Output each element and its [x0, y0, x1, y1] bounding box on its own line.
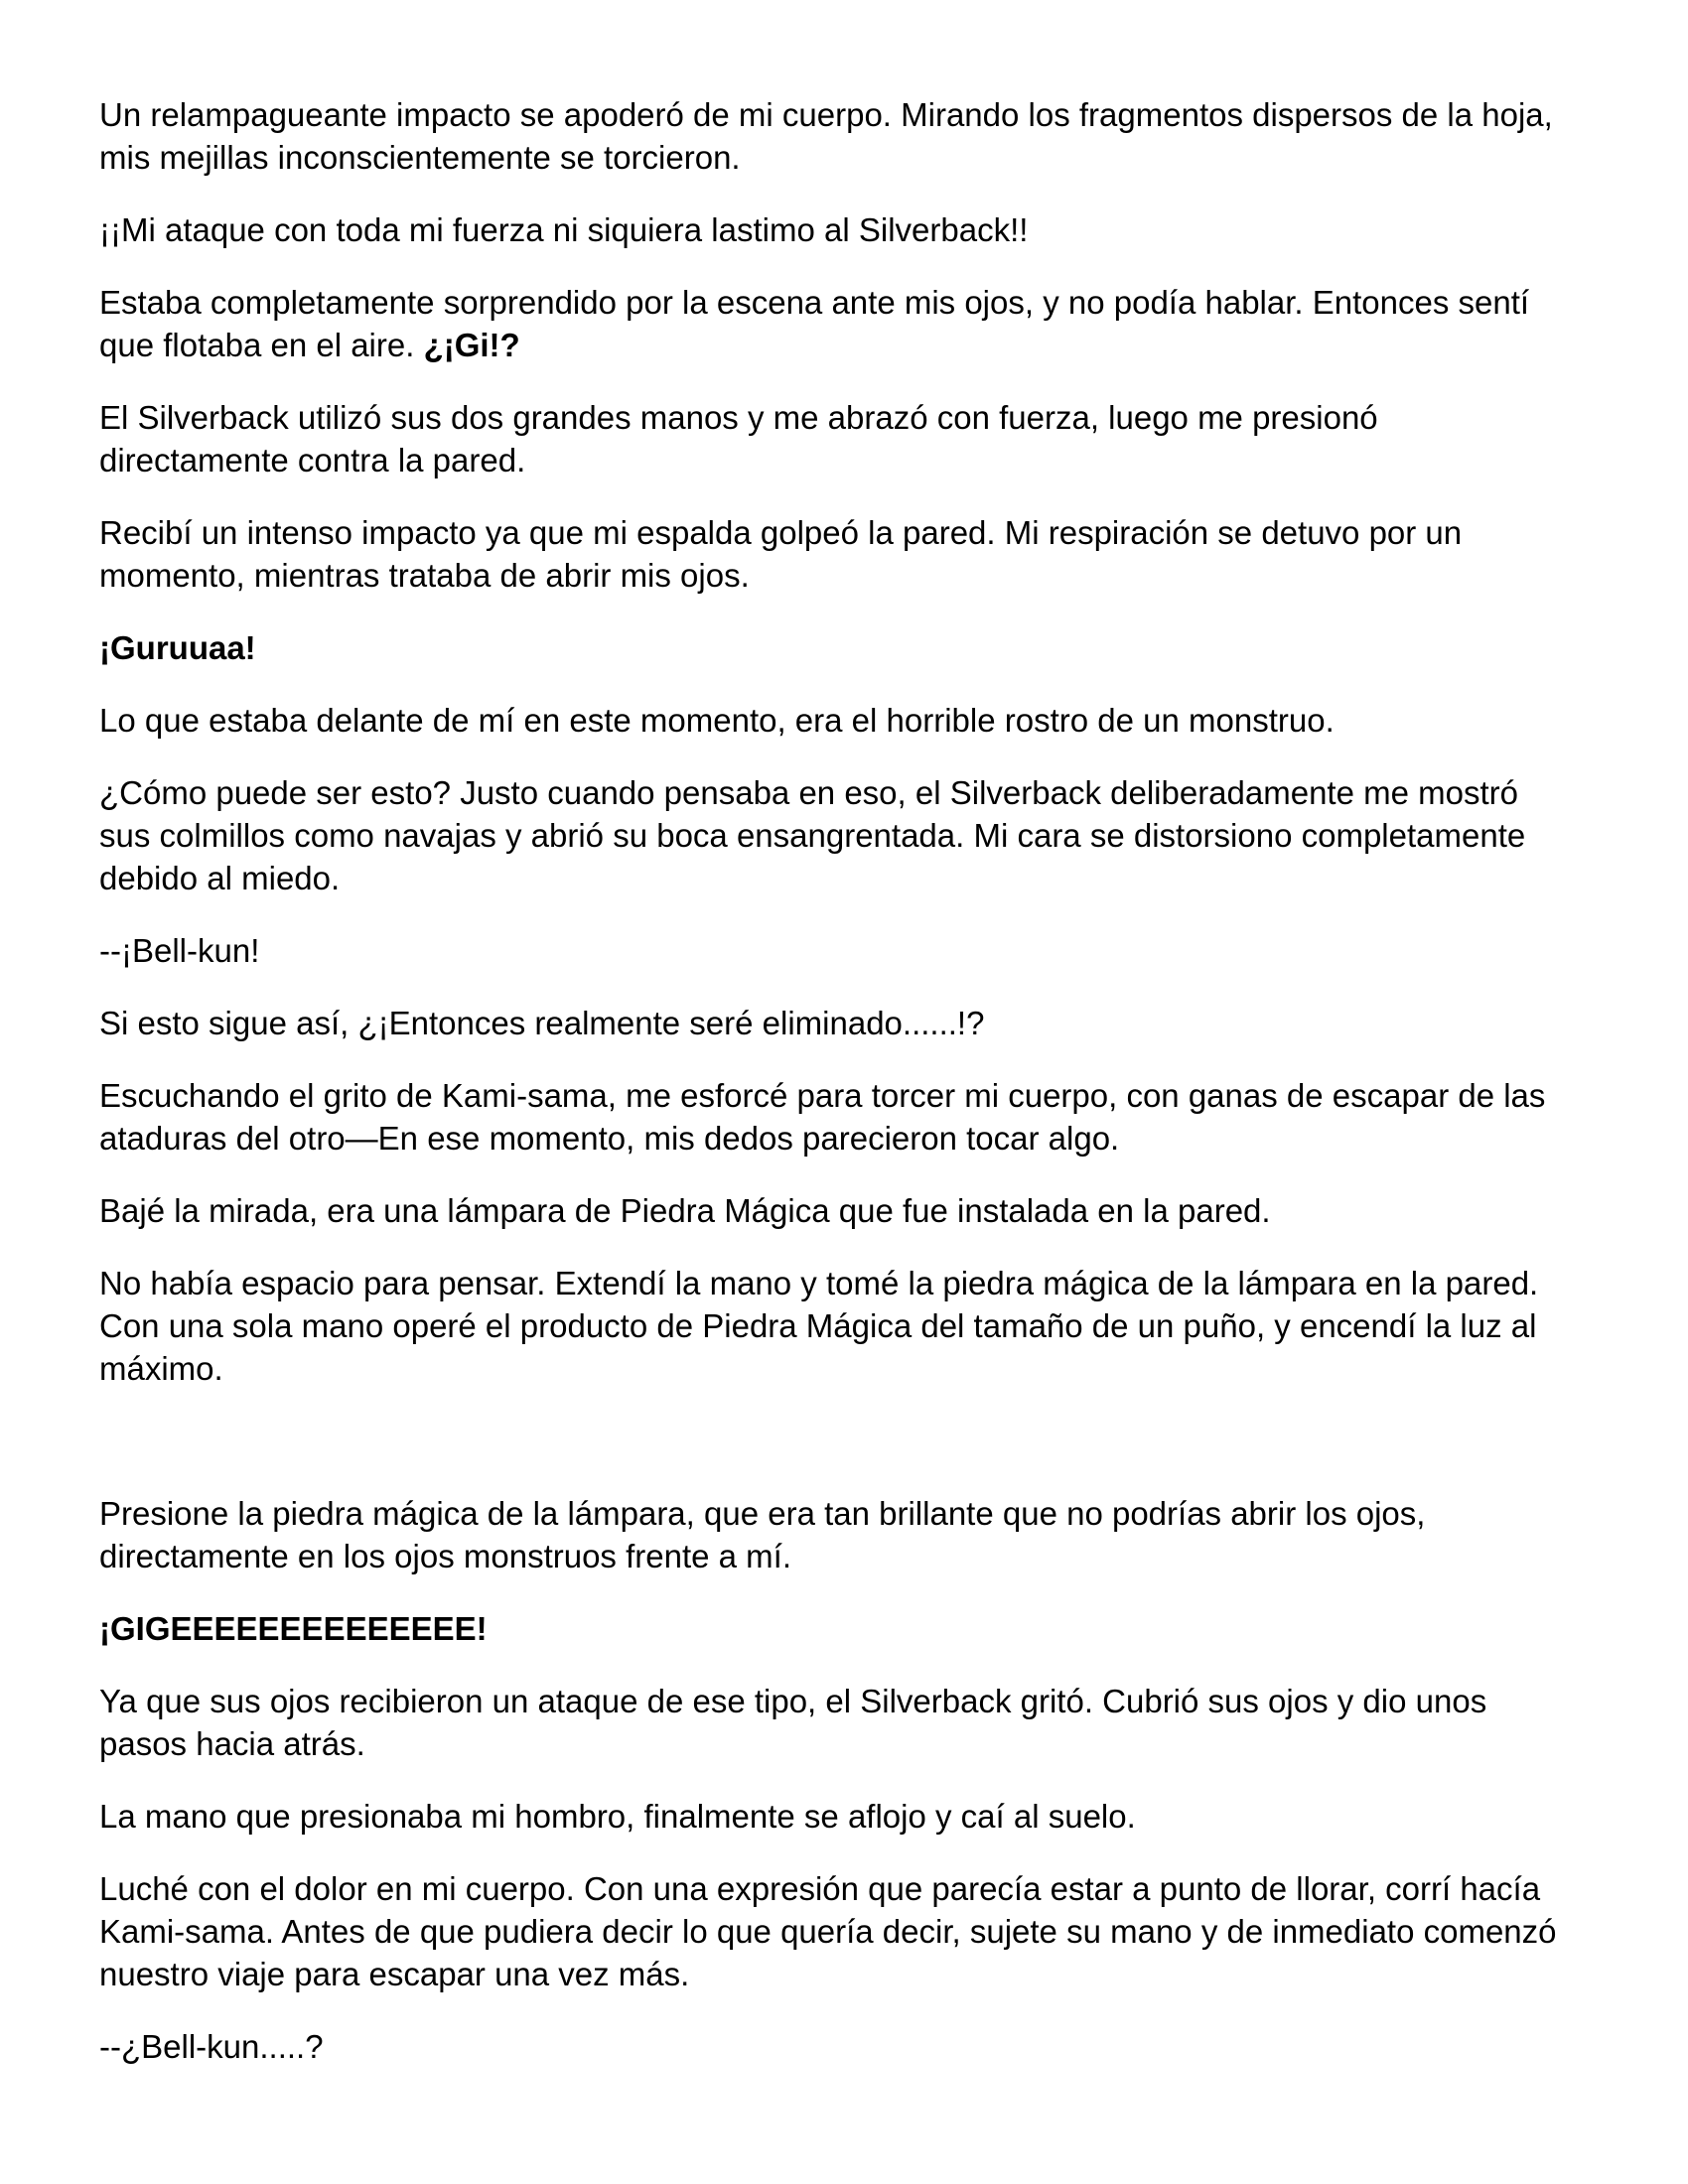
body-text: Lo que estaba delante de mí en este momento, era el horrible rostro de un monstruo.	[99, 702, 1335, 739]
paragraph	[99, 1074, 1567, 1160]
body-text: Bajé la mirada, era una lámpara de Piedra Mágica que fue instalada en la pared.	[99, 1192, 1271, 1229]
paragraph	[99, 771, 1567, 899]
paragraph	[99, 1492, 1567, 1577]
body-text: Un relampagueante impacto se apoderó de mi cuerpo. Mirando los fragmentos dispersos de la hoja, mis mejillas inconscientemente se torcieron.	[99, 96, 1553, 176]
body-text: Presione la piedra mágica de la lámpara, que era tan brillante que no podrías abrir los ojos, directamente en los ojos monstruos frente a mí.	[99, 1495, 1426, 1574]
paragraph	[99, 1189, 1567, 1232]
paragraph	[99, 208, 1567, 251]
body-text: La mano que presionaba mi hombro, finalmente se aflojo y caí al suelo.	[99, 1798, 1136, 1835]
emphasized-text: ¿¡Gi!?	[423, 327, 520, 363]
body-text: Ya que sus ojos recibieron un ataque de ese tipo, el Silverback gritó. Cubrió sus ojos y dio unos pasos hacia atrás.	[99, 1683, 1487, 1762]
body-text: El Silverback utilizó sus dos grandes manos y me abrazó con fuerza, luego me presionó directamente contra la pared.	[99, 399, 1378, 478]
paragraph	[99, 1002, 1567, 1044]
emphasized-text: ¡GIGEEEEEEEEEEEEEE!	[99, 1610, 488, 1647]
paragraph	[99, 396, 1567, 481]
body-text: Si esto sigue así, ¿¡Entonces realmente seré eliminado......!?	[99, 1005, 985, 1041]
blank-line	[99, 1420, 1567, 1462]
body-text: Escuchando el grito de Kami-sama, me esforcé para torcer mi cuerpo, con ganas de escapar de las ataduras del otro—En ese momento, mis dedos parecieron tocar algo.	[99, 1077, 1546, 1157]
paragraph	[99, 1867, 1567, 1995]
paragraph	[99, 511, 1567, 597]
paragraph	[99, 1680, 1567, 1765]
shout-paragraph	[99, 1607, 1567, 1650]
body-text: Estaba completamente sorprendido por la escena ante mis ojos, y no podía hablar. Entonces sentí que flotaba en el aire.	[99, 284, 1530, 363]
body-text: ¡¡Mi ataque con toda mi fuerza ni siquiera lastimo al Silverback!!	[99, 211, 1029, 248]
paragraph	[99, 2025, 1567, 2068]
paragraph	[99, 929, 1567, 972]
paragraph	[99, 93, 1567, 179]
shout-paragraph	[99, 626, 1567, 669]
paragraph	[99, 1795, 1567, 1838]
body-text: Recibí un intenso impacto ya que mi espalda golpeó la pared. Mi respiración se detuvo por un momento, mientras trataba de abrir mis ojos.	[99, 514, 1463, 594]
body-text: ¿Cómo puede ser esto? Justo cuando pensaba en eso, el Silverback deliberadamente me mostró sus colmillos como navajas y abrió su boca ensangrentada. Mi cara se distorsiono completamente debido al miedo.	[99, 774, 1526, 896]
emphasized-text: ¡Guruuaa!	[99, 629, 256, 666]
paragraph	[99, 281, 1567, 366]
body-text: Luché con el dolor en mi cuerpo. Con una expresión que parecía estar a punto de llorar, corrí hacía Kami-sama. Antes de que pudiera decir lo que quería decir, sujete su mano y de inmediato comenzó nuestro viaje para escapar una vez más.	[99, 1870, 1557, 1992]
body-text: --¿Bell-kun.....?	[99, 2028, 324, 2065]
body-text: --¡Bell-kun!	[99, 932, 260, 969]
paragraph	[99, 699, 1567, 742]
paragraph	[99, 1262, 1567, 1390]
body-text: No había espacio para pensar. Extendí la mano y tomé la piedra mágica de la lámpara en la pared. Con una sola mano operé el producto de Piedra Mágica del tamaño de un puño, y encendí la luz al máximo.	[99, 1265, 1539, 1387]
